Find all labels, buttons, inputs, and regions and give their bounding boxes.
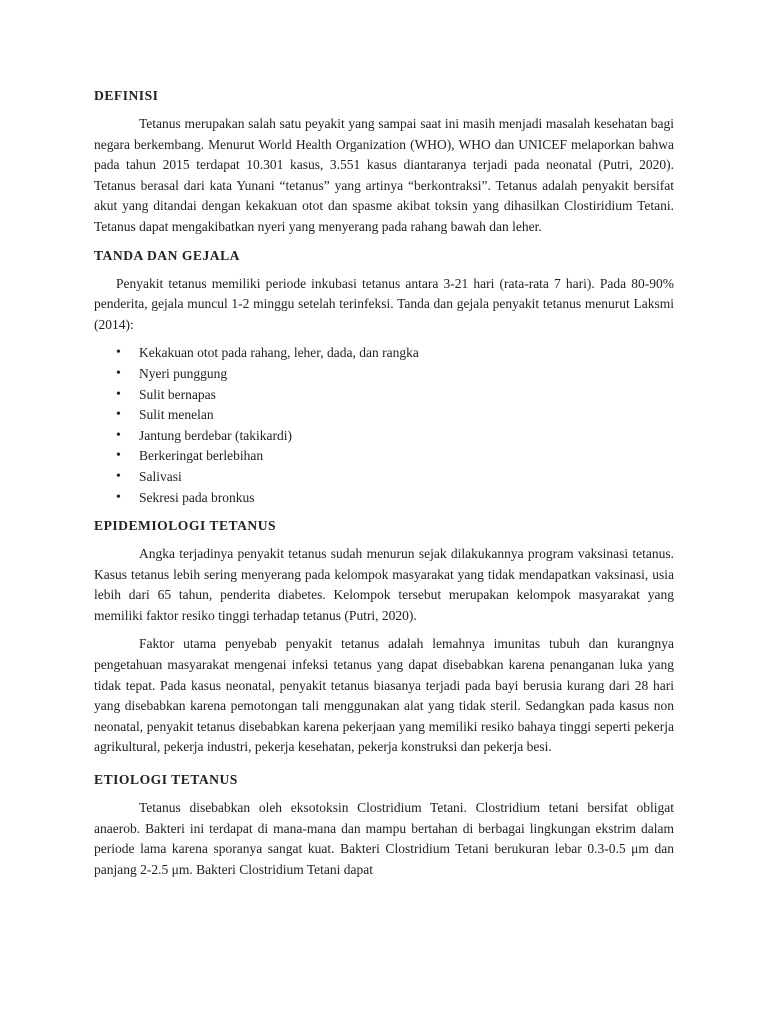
list-item: • Salivasi <box>94 467 674 488</box>
paragraph-definisi: Tetanus merupakan salah satu peyakit yang sampai saat ini masih menjadi masalah kesehatan bagi negara berkembang. Menurut World Health Organization (WHO), WHO dan UNICEF melaporkan bahwa pada tahun 2015 terdapat 10.301 kasus, 3.551 kasus diantaranya terjadi pada neonatal (Putri, 2020). Tetanus berasal dari kata Yunani “tetanus” yang artinya “berkontraksi”. Tetanus adalah penyakit bersifat akut yang ditandai dengan kekakuan otot dan spasme akibat toksin yang dihasilkan Clostiridium Tetani. Tetanus dapat mengakibatkan nyeri yang menyerang pada rahang bawah dan leher. <box>94 116 674 234</box>
section-heading-tanda-gejala: TANDA DAN GEJALA <box>94 247 240 263</box>
paragraph-epidemiologi-2: Faktor utama penyebab penyakit tetanus adalah lemahnya imunitas tubuh dan kurangnya pengetahuan masyarakat mengenai infeksi tetanus yang dapat disebabkan karena penanganan luka yang tidak tepat. Pada kasus neonatal, penyakit tetanus biasanya terjadi pada bayi berusia kurang dari 28 hari yang disebabkan karena pemotongan tali menggunakan alat yang tidak steril. Sedangkan pada kasus non neonatal, penyakit tetanus disebabkan karena pekerjaan yang memiliki resiko bahaya tinggi seperti pekerja agrikultural, pekerja industri, pekerja kesehatan, pekerja konstruksi dan pekerja besi. <box>94 636 674 755</box>
section-heading-etiologi: ETIOLOGI TETANUS <box>94 772 238 788</box>
list-item: • Kekakuan otot pada rahang, leher, dada, dan rangka <box>94 343 674 364</box>
list-item: • Berkeringat berlebihan <box>94 446 674 467</box>
list-item: • Jantung berdebar (takikardi) <box>94 426 674 447</box>
paragraph-tanda-gejala: Penyakit tetanus memiliki periode inkubasi tetanus antara 3-21 hari (rata-rata 7 hari). Pada 80-90% penderita, gejala muncul 1-2 minggu setelah terinfeksi. Tanda dan gejala penyakit tetanus menurut Laksmi (2014): <box>94 275 674 332</box>
symptom-list <box>94 343 674 508</box>
list-item: • Sulit bernapas <box>94 385 674 406</box>
section-heading-epidemiologi: EPIDEMIOLOGI TETANUS <box>94 518 277 534</box>
list-item: • Sekresi pada bronkus <box>94 488 674 509</box>
document-body <box>94 86 674 888</box>
paragraph-etiologi: Tetanus disebabkan oleh eksotoksin Clostridium Tetani. Clostridium tetani bersifat obligat anaerob. Bakteri ini terdapat di mana-mana dan mampu bertahan di berbagai lingkungan ekstrim dalam periode lama karena sporanya sangat kuat. Bakteri Clostridium Tetani berukuran lebar 0.3-0.5 μm dan panjang 2-2.5 μm. Bakteri Clostridium Tetani dapat <box>94 800 674 877</box>
section-heading-definisi: DEFINISI <box>94 88 159 103</box>
paragraph-epidemiologi-1: Angka terjadinya penyakit tetanus sudah menurun sejak dilakukannya program vaksinasi tetanus. Kasus tetanus lebih sering menyerang pada kelompok masyarakat yang tidak mendapatkan vaksinasi, usia lebih dari 65 tahun, penderita diabetes. Kelompok tersebut merupakan kelompok masyarakat yang memiliki faktor resiko tinggi terhadap tetanus (Putri, 2020). <box>94 546 674 623</box>
list-item: • Nyeri punggung <box>94 364 674 385</box>
list-item: • Sulit menelan <box>94 405 674 426</box>
